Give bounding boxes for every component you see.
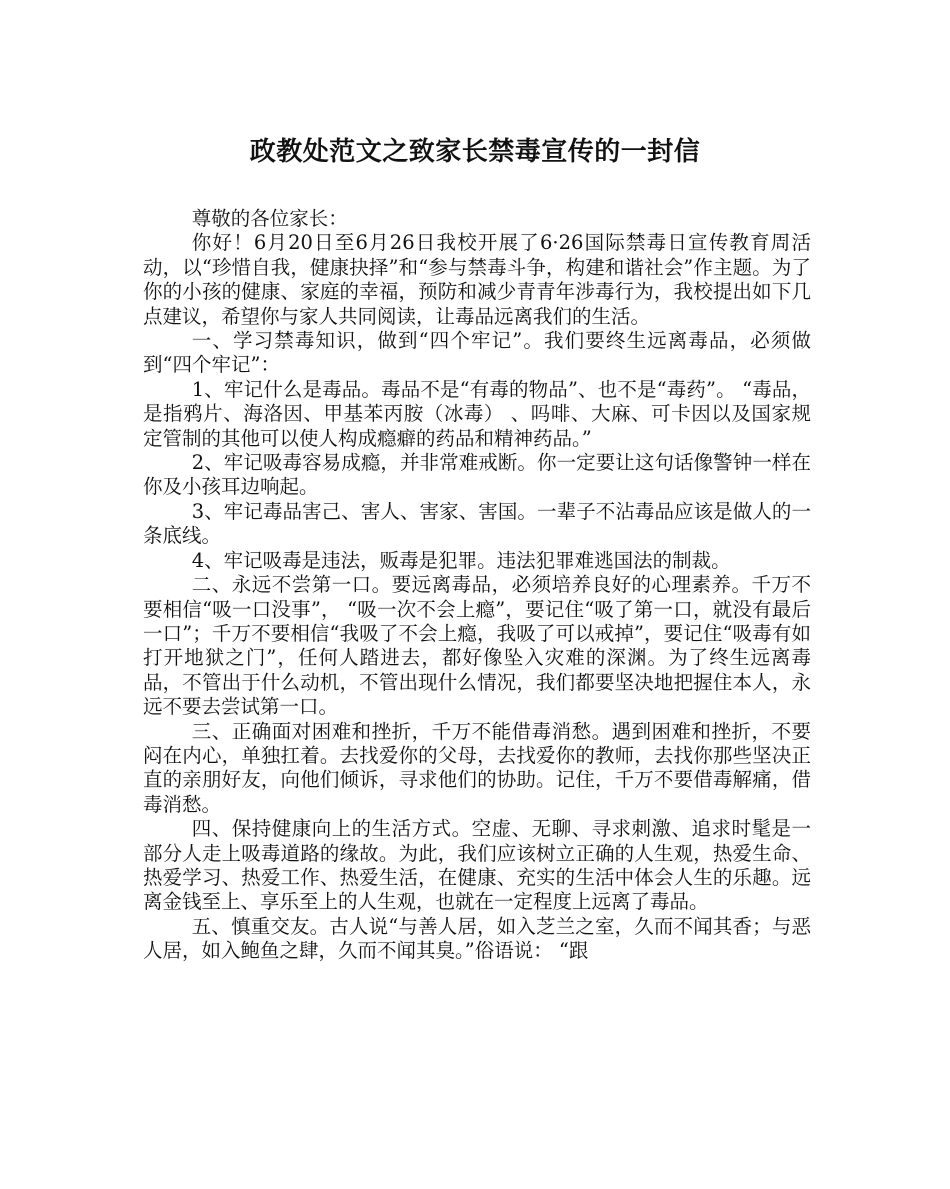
paragraph-greeting: 你好！6月20日至6月26日我校开展了6·26国际禁毒日宣传教育周活动，以“珍惜自我，健康抉择”和“参与禁毒斗争，构建和谐社会”作主题。为了你的小孩的健康、家庭的幸福，预防和减少青青年涉毒行为，我校提出如下几点建议，希望你与家人共同阅读，让毒品远离我们的生活。	[143, 231, 811, 328]
paragraph-point-4: 4、牢记吸毒是违法，贩毒是犯罪。违法犯罪难逃国法的制裁。	[191, 548, 731, 572]
salutation: 尊敬的各位家长：	[191, 207, 348, 230]
paragraph-section-three: 三、正确面对困难和挫折，千万不能借毒消愁。遇到困难和挫折，不要闷在内心，单独扛着。去找爱你的父母，去找爱你的教师，去找你那些坚决正直的亲朋好友，向他们倾诉，寻求他们的协助。记住，千万不要借毒解痛，借毒消愁。	[143, 719, 811, 816]
paragraph-section-five: 五、慎重交友。古人说“与善人居，如入芝兰之室，久而不闻其香；与恶人居，如入鲍鱼之肆，久而不闻其臭。”俗语说： “跟	[143, 914, 811, 963]
paragraph-section-two: 二、永远不尝第一口。要远离毒品，必须培养良好的心理素养。千万不要相信“吸一口没事”， “吸一次不会上瘾”，要记住“吸了第一口，就没有最后一口”；千万不要相信“我吸了不会上瘾，我吸了可以戒掉”，要记住“吸毒有如打开地狱之门”，任何人踏进去，都好像坠入灾难的深渊。为了终生远离毒品，不管出于什么动机，不管出现什么情况，我们都要坚决地把握住本人，永远不要去尝试第一口。	[143, 573, 811, 719]
paragraph-section-one: 一、学习禁毒知识，做到“四个牢记”。我们要终生远离毒品，必须做到“四个牢记”：	[143, 329, 811, 377]
paragraph-point-2: 2、牢记吸毒容易成瘾，并非常难戒断。你一定要让这句话像警钟一样在你及小孩耳边响起。	[143, 451, 811, 499]
paragraph-section-four: 四、保持健康向上的生活方式。空虚、无聊、寻求刺激、追求时髦是一部分人走上吸毒道路的缘故。为此，我们应该树立正确的人生观，热爱生命、热爱学习、热爱工作、热爱生活，在健康、充实的生活中体会人生的乐趣。远离金钱至上、享乐至上的人生观，也就在一定程度上远离了毒品。	[143, 817, 811, 914]
paragraph-point-1: 1、牢记什么是毒品。毒品不是“有毒的物品”、也不是“毒药”。 “毒品，是指鸦片、海洛因、甲基苯丙胺（冰毒） 、吗啡、大麻、可卡因以及国家规定管制的其他可以使人构成瘾癖的药品和精神药品。”	[143, 377, 811, 450]
paragraph-point-3: 3、牢记毒品害己、害人、害家、害国。一辈子不沾毒品应该是做人的一条底线。	[143, 499, 811, 548]
document-title: 政教处范文之致家长禁毒宣传的一封信	[249, 137, 701, 167]
document-body	[143, 207, 811, 964]
